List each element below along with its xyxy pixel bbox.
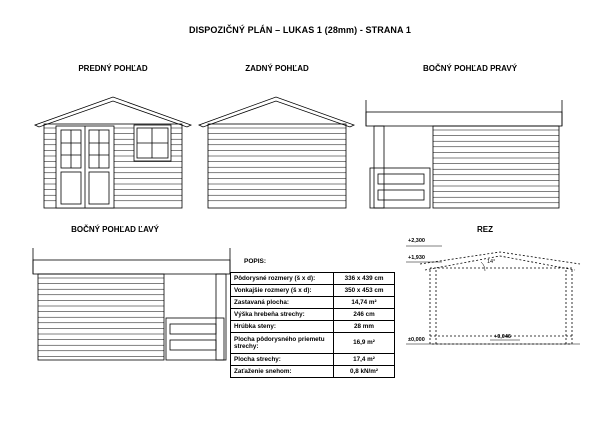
spec-row: Zaťaženie snehom: 0,8 kN/m²: [231, 366, 395, 378]
level-floor: +0,046: [494, 334, 511, 340]
level-eave: +1,930: [408, 255, 425, 261]
section-view-drawing: [420, 252, 580, 344]
label-left-view: BOČNÝ POHĽAD ĽAVÝ: [71, 225, 159, 234]
roof-angle: 14°: [487, 259, 496, 265]
popis-label: POPIS:: [244, 258, 267, 265]
spec-row: Výška hrebeňa strechy: 246 cm: [231, 309, 395, 321]
label-front-view: PREDNÝ POHĽAD: [78, 64, 148, 73]
spec-row: Plocha strechy: 17,4 m²: [231, 354, 395, 366]
spec-row: Plocha pôdorysného priemetu strechy: 16,9 m²: [231, 333, 395, 354]
page-title: DISPOZIČNÝ PLÁN – LUKAS 1 (28mm) - STRANA 1: [189, 25, 411, 35]
right-view-drawing: [366, 100, 562, 208]
spec-row: Hrúbka steny: 28 mm: [231, 321, 395, 333]
spec-row: Vonkajšie rozmery (š x d): 350 x 453 cm: [231, 285, 395, 297]
left-view-drawing: [33, 248, 230, 360]
spec-row: Zastavaná plocha: 14,74 m²: [231, 297, 395, 309]
spec-row: Pôdorysné rozmery (š x d): 336 x 439 cm: [231, 273, 395, 285]
back-view-drawing: [199, 97, 354, 208]
label-section-view: REZ: [477, 225, 493, 234]
level-top: +2,300: [408, 238, 425, 244]
spec-table: [230, 272, 395, 378]
label-back-view: ZADNÝ POHĽAD: [245, 64, 309, 73]
front-view-drawing: [35, 97, 191, 208]
label-right-view: BOČNÝ POHĽAD PRAVÝ: [422, 64, 518, 73]
level-ground: ±0,000: [408, 337, 425, 343]
